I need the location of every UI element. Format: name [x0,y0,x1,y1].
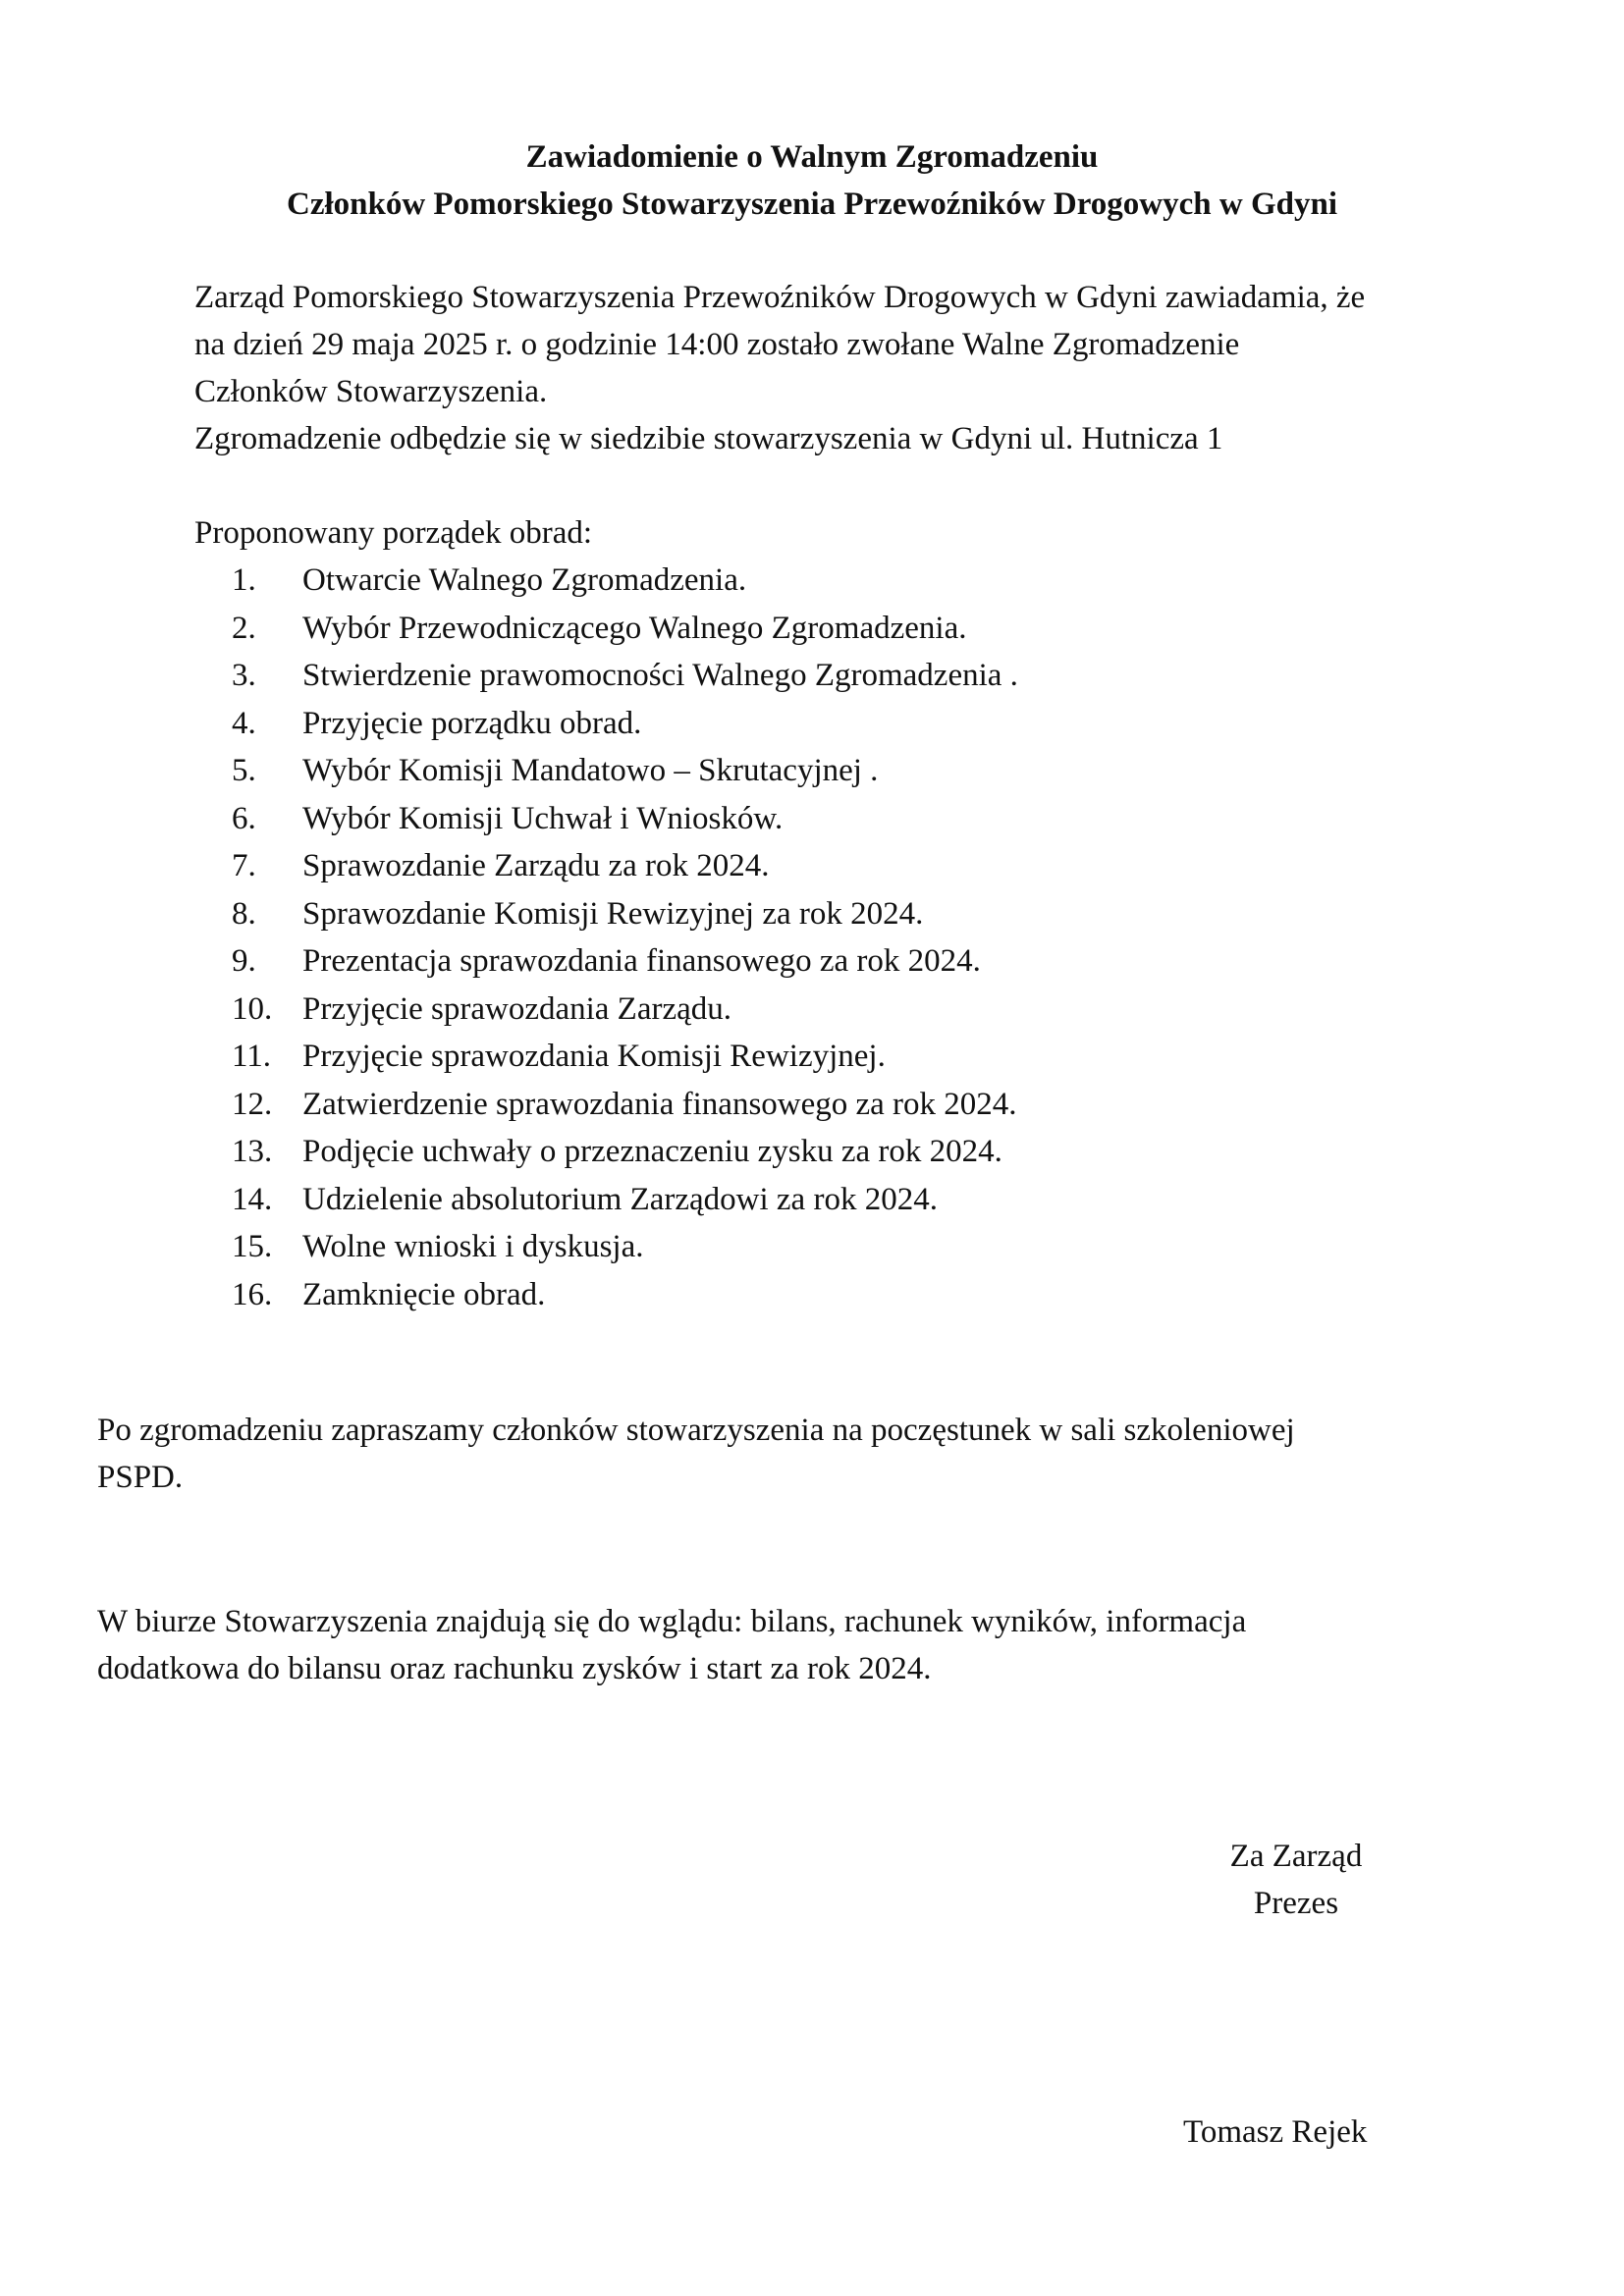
agenda-item-text: Zamknięcie obrad. [302,1276,546,1312]
paragraph-line: W biurze Stowarzyszenia znajdują się do wglądu: bilans, rachunek wyników, informacja [97,1604,1247,1639]
agenda-item-text: Przyjęcie sprawozdania Komisji Rewizyjnej. [302,1039,886,1074]
document-title-line-2: Członków Pomorskiego Stowarzyszenia Przewoźników Drogowych w Gdyni [287,187,1337,222]
agenda-item-number: 14. [232,1181,273,1217]
document-title-line-1: Zawiadomienie o Walnym Zgromadzeniu [525,139,1099,175]
agenda-item-text: Sprawozdanie Komisji Rewizyjnej za rok 2024. [302,895,924,932]
agenda-item-text: Zatwierdzenie sprawozdania finansowego za rok 2024. [302,1086,1017,1122]
agenda-item-number: 2. [232,610,256,646]
agenda-item-text: Stwierdzenie prawomocności Walnego Zgromadzenia . [302,658,1018,693]
paragraph-line: PSPD. [97,1460,184,1495]
signature-on-behalf: Za Zarząd [1229,1839,1363,1874]
intro-paragraph [194,274,1500,462]
agenda-item [232,890,1018,938]
agenda-item-number: 1. [232,562,256,598]
agenda-item [232,747,1018,795]
agenda-item-number: 15. [232,1229,273,1264]
signature-block [1198,1833,1394,1927]
agenda-item [232,1271,1018,1319]
agenda-item [232,557,1018,605]
agenda-item-text: Sprawozdanie Zarządu za rok 2024. [302,848,770,883]
agenda-item-text: Otwarcie Walnego Zgromadzenia. [302,562,747,598]
intro-line: Zarząd Pomorskiego Stowarzyszenia Przewoźników Drogowych w Gdyni zawiadamia, że [194,280,1366,315]
paragraph-line: Po zgromadzeniu zapraszamy członków stowarzyszenia na poczęstunek w sali szkoleniowej [97,1413,1295,1448]
agenda-item [232,1081,1018,1129]
agenda-item-number: 16. [232,1276,273,1312]
agenda-item-text: Wybór Przewodniczącego Walnego Zgromadzenia. [302,610,967,646]
paragraph-line: dodatkowa do bilansu oraz rachunku zysków i start za rok 2024. [97,1651,932,1686]
agenda-item-text: Wybór Komisji Mandatowo – Skrutacyjnej . [302,753,879,788]
agenda-label: Proponowany porządek obrad: [194,515,593,551]
signature-role: Prezes [1253,1886,1339,1921]
agenda-item-text: Udzielenie absolutorium Zarządowi za rok 2024. [302,1181,938,1217]
agenda-item-text: Wybór Komisji Uchwał i Wniosków. [302,800,784,836]
agenda-item-number: 10. [232,990,273,1027]
agenda-item [232,700,1018,748]
agenda-item [232,986,1018,1034]
agenda-item-text: Przyjęcie porządku obrad. [302,705,642,741]
agenda-item [232,652,1018,700]
agenda-item-number: 8. [232,895,256,932]
documents-available-paragraph [97,1598,1521,1692]
agenda-item [232,937,1018,986]
refreshments-paragraph [97,1407,1521,1501]
agenda-item [232,1128,1018,1176]
agenda-item-number: 11. [232,1039,272,1074]
signer-name: Tomasz Rejek [1183,2114,1368,2150]
agenda-item-number: 4. [232,705,256,741]
agenda-item-text: Przyjęcie sprawozdania Zarządu. [302,990,732,1027]
agenda-item [232,1033,1018,1081]
agenda-item-text: Podjęcie uchwały o przeznaczeniu zysku za rok 2024. [302,1134,1002,1169]
agenda-item-number: 3. [232,658,256,693]
agenda-item-number: 13. [232,1134,273,1169]
intro-line: Członków Stowarzyszenia. [194,374,548,409]
agenda-item [232,1176,1018,1224]
agenda-item-number: 12. [232,1086,273,1122]
agenda-item-number: 5. [232,753,256,788]
agenda-item-text: Prezentacja sprawozdania finansowego za rok 2024. [302,943,981,979]
agenda-item [232,842,1018,890]
agenda-list [232,557,1018,1318]
agenda-item [232,795,1018,843]
agenda-item-number: 7. [232,848,256,883]
agenda-item-text: Wolne wnioski i dyskusja. [302,1229,644,1264]
agenda-item [232,1223,1018,1271]
intro-line: Zgromadzenie odbędzie się w siedzibie stowarzyszenia w Gdyni ul. Hutnicza 1 [194,421,1223,456]
agenda-item [232,605,1018,653]
agenda-item-number: 6. [232,800,256,836]
intro-line: na dzień 29 maja 2025 r. o godzinie 14:00 zostało zwołane Walne Zgromadzenie [194,327,1240,362]
agenda-item-number: 9. [232,943,256,979]
